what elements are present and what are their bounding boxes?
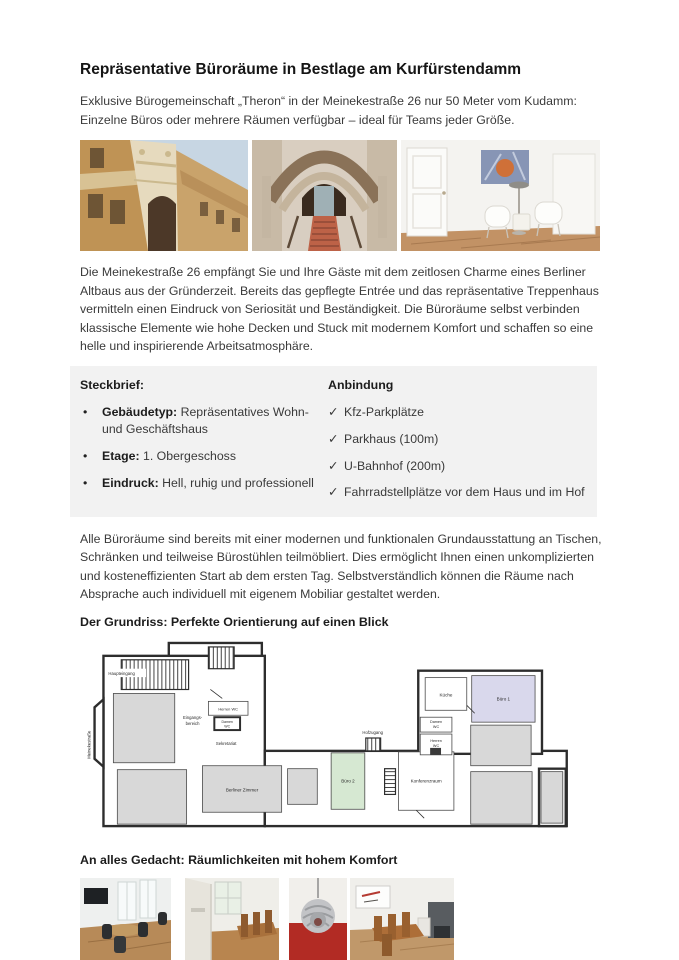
- heading-grundriss: Der Grundriss: Perfekte Orientierung auf einen Blick: [80, 614, 389, 629]
- top-photo-row: [80, 140, 610, 251]
- check-icon: ✓: [328, 432, 339, 447]
- paragraph-charme: Die Meinekestraße 26 empfängt Sie und Ihre Gäste mit dem zeitlosen Charme eines Berliner Altbaus aus der Gründerzeit. Bereits das gepflegte Entrée und das repräsentative Treppenhaus vermitteln einen Eindruck von Seriosität und Beständigkeit. Die Büroräume selbst verbinden klassische Elemente wie hohe Decken und Stuck mit modernem Komfort und schaffen so eine helle und inspirierende Arbeitsatmosphäre.: [80, 265, 599, 353]
- label-street: Meinekestraße: [86, 730, 92, 759]
- list-item: [80, 404, 328, 438]
- steckbrief-column: [80, 378, 328, 510]
- anbindung-title: Anbindung: [328, 378, 394, 393]
- anbindung-column: [328, 378, 585, 510]
- photo-pendant-lamp: [289, 878, 347, 960]
- secondary-staircase: [208, 646, 234, 668]
- photo-white-office-room: [401, 140, 600, 251]
- room-rear-gray-1: [471, 725, 531, 766]
- bullet-icon: •: [83, 405, 88, 420]
- item-text: Parkhaus (100m): [344, 432, 439, 447]
- list-item: [80, 448, 328, 465]
- label-wc-front: WC: [224, 724, 231, 729]
- bullet-icon: •: [83, 476, 88, 491]
- bay-window: [95, 699, 104, 766]
- steckbrief-list: [80, 404, 328, 492]
- label-eingangsbereich-1: Eingangs-: [182, 714, 203, 720]
- bullet-icon: •: [83, 449, 88, 464]
- item-text: Hell, ruhig und professionell: [158, 476, 314, 491]
- label-eingangsbereich-2: bereich: [185, 720, 200, 726]
- item-text: Fahrradstellplätze vor dem Haus und im Hof: [344, 485, 585, 500]
- photo-kitchen-dining: [185, 878, 279, 960]
- list-item: [328, 484, 585, 501]
- list-item: [328, 431, 585, 448]
- label-damen-rear: Damen: [430, 719, 443, 724]
- facts-box: [70, 366, 597, 516]
- room-side-small: [288, 768, 318, 804]
- label-herren-rear: Herren: [430, 738, 442, 743]
- hof-staircase: [366, 738, 381, 751]
- photo-dining-room: [350, 878, 454, 960]
- item-label: Eindruck:: [102, 476, 159, 491]
- label-hofzugang: Hofzugang: [362, 729, 383, 735]
- room-front-1: [113, 693, 174, 762]
- label-wc-rear-1: WC: [432, 724, 440, 729]
- steckbrief-title: Steckbrief:: [80, 378, 145, 393]
- floorplan-drawing: [80, 640, 610, 836]
- label-damen-front: Damen: [221, 719, 233, 724]
- list-item: [80, 475, 328, 492]
- item-label: Gebäudetyp:: [102, 405, 178, 420]
- floorplan: [80, 640, 610, 841]
- label-buero-1: Büro 1: [496, 695, 511, 701]
- heading-komfort: An alles Gedacht: Räumlichkeiten mit hohem Komfort: [80, 852, 398, 867]
- page-title: Repräsentative Büroräume in Bestlage am Kurfürstendamm: [80, 61, 522, 78]
- label-wc-rear-2: WC: [432, 743, 440, 748]
- shower-stall: [430, 747, 441, 754]
- label-haupteingang: Haupteingang: [108, 670, 135, 676]
- photo-building-facade: [80, 140, 248, 251]
- room-annex: [541, 771, 563, 822]
- room-rear-gray-2: [471, 771, 532, 823]
- item-text: U-Bahnhof (200m): [344, 458, 446, 473]
- item-text: 1. Obergeschoss: [139, 449, 236, 464]
- label-herren-wc-front: Herren WC: [218, 705, 239, 711]
- check-icon: ✓: [328, 405, 339, 420]
- item-text: Repräsentatives Wohn- und Geschäftshaus: [102, 405, 309, 437]
- photo-staircase-entree: [252, 140, 397, 251]
- check-icon: ✓: [328, 485, 339, 500]
- item-text: Kfz-Parkplätze: [344, 405, 424, 420]
- room-front-2: [117, 769, 186, 823]
- label-sekretariat: Sekretariat: [215, 740, 237, 746]
- photo-meeting-room: [80, 878, 171, 960]
- label-kueche: Küche: [439, 691, 453, 697]
- paragraph-ausstattung: Alle Büroräume sind bereits mit einer modernen und funktionalen Grundausstattung an Tischen, Schränken und teilweise Bürostühlen teilmöbliert. Dies ermöglicht Ihnen einen unkomplizierten und kosteneffizienten Start ab dem ersten Tag. Selbstverständlich können die Räume nach Absprache auch individuell mit eigenem Mobiliar gestaltet werden.: [80, 531, 602, 602]
- list-item: [328, 458, 585, 475]
- check-icon: ✓: [328, 458, 339, 473]
- list-item: [328, 404, 585, 421]
- label-buero-2: Büro 2: [341, 778, 355, 784]
- middle-staircase: [385, 768, 396, 794]
- bottom-photo-row: [80, 878, 610, 960]
- intro-text: Exklusive Bürogemeinschaft „Theron“ in der Meinekestraße 26 nur 50 Meter vom Kudamm: Einzelne Büros oder mehrere Räumen verfügbar – ideal für Teams jeder Größe.: [80, 94, 577, 127]
- label-konferenzraum: Konferenzraum: [410, 778, 442, 784]
- label-berliner-zimmer: Berliner Zimmer: [225, 787, 259, 793]
- item-label: Etage:: [102, 449, 140, 464]
